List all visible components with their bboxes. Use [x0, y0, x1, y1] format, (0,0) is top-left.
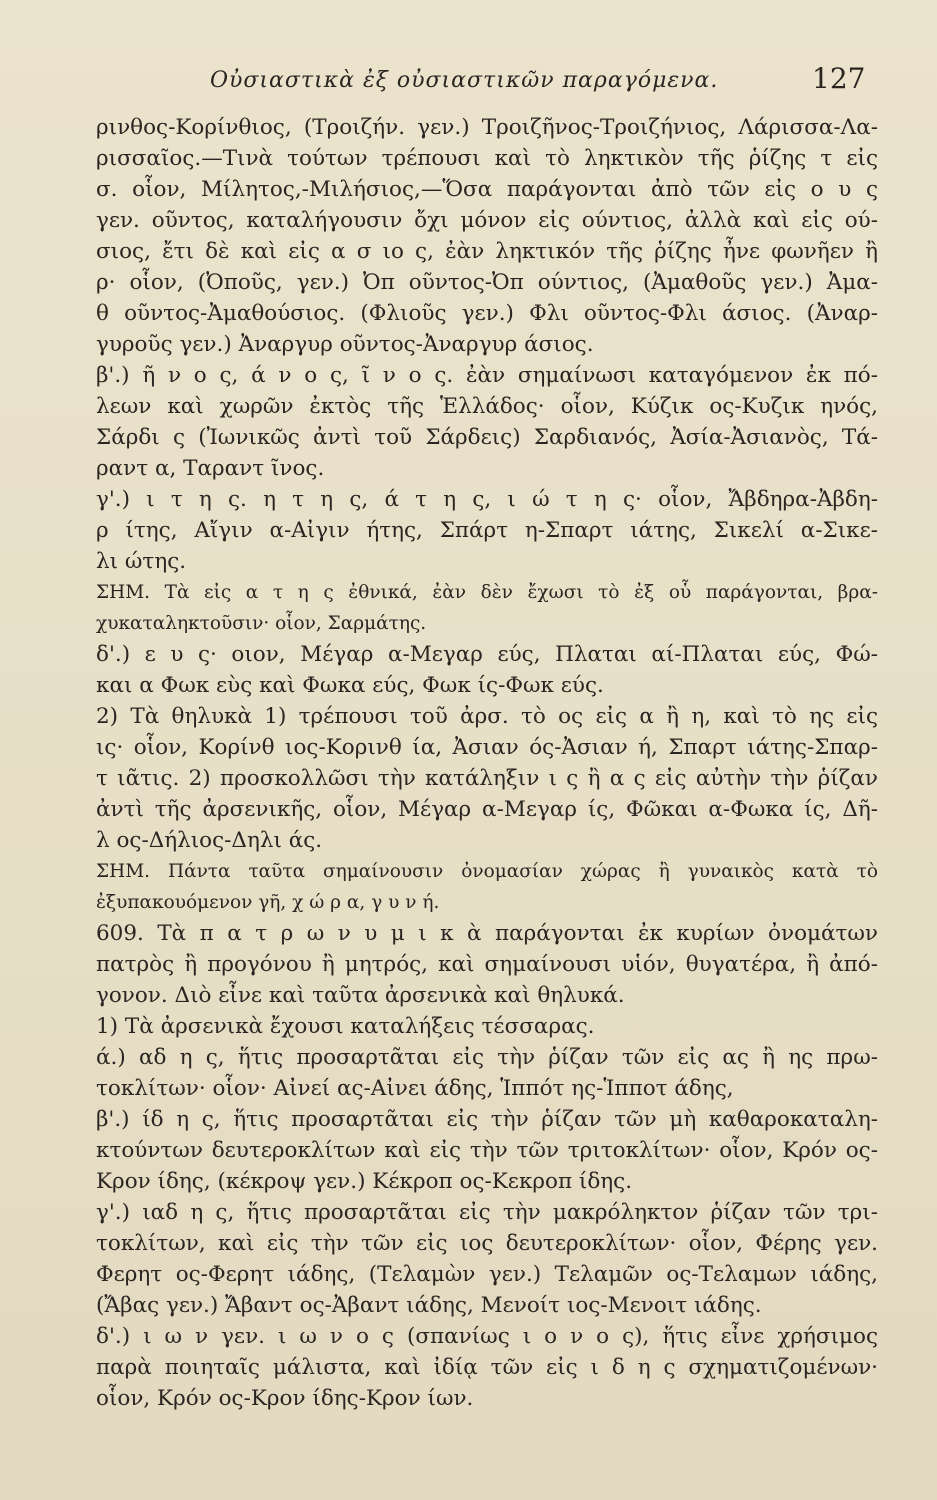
text-line: πατρὸς ἢ προγόνου ἢ μητρός, καὶ σημαίνουσι υἱόν, θυγατέρα, ἢ ἀπό- [96, 952, 878, 977]
text-line: λι ώτης. [96, 549, 187, 574]
text-line: τοκλίτων, καὶ εἰς τὴν τῶν εἰς ιος δευτεροκλίτων· οἷον, Φέρης γεν. [96, 1231, 878, 1256]
text-line: δ'.) ε υ ς· οιον, Μέγαρ α-Μεγαρ εύς, Πλαται αί-Πλαται εύς, Φώ- [96, 642, 878, 667]
text-line: παρὰ ποιηταῖς μάλιστα, καὶ ἰδίᾳ τῶν εἰς ι δ η ς σχηματιζομένων· [96, 1355, 878, 1380]
text-line: δ'.) ι ω ν γεν. ι ω ν ο ς (σπανίως ι ο ν ο ς), ἥτις εἶνε χρήσιμος [96, 1324, 878, 1349]
text-line: ΣΗΜ. Πάντα ταῦτα σημαίνουσιν ὀνομασίαν χώρας ἢ γυναικὸς κατὰ τὸ [96, 861, 878, 882]
text-line: γεν. οῦντος, καταλήγουσιν ὄχι μόνον εἰς ούντιος, ἀλλὰ καὶ εἰς ού- [96, 208, 878, 233]
text-line: Σάρδι ς (Ἰωνικῶς ἀντὶ τοῦ Σάρδεις) Σαρδιανός, Ἀσία-Ἀσιανὸς, Τά- [96, 425, 878, 450]
text-line: 609. Τὰ π α τ ρ ω ν υ μ ι κ ὰ παράγονται ἐκ κυρίων ὀνομάτων [96, 921, 878, 946]
body-text [96, 112, 878, 1414]
text-line: θ οῦντος-Ἀμαθούσιος. (Φλιοῦς γεν.) Φλι οῦντος-Φλι άσιος. (Ἀναρ- [96, 301, 878, 326]
text-line: τ ιᾶτις. 2) προσκολλῶσι τὴν κατάληξιν ι ς ἢ α ς εἰς αὐτὴν τὴν ῥίζαν [96, 766, 878, 791]
text-line: (Ἄβας γεν.) Ἄβαντ ος-Ἀβαντ ιάδης, Μενοίτ ιος-Μενοιτ ιάδης. [96, 1293, 762, 1318]
text-line: τοκλίτων· οἷον· Αἰνεί ας-Αἰνει άδης, Ἱππότ ης-Ἱππoτ άδης, [96, 1076, 734, 1101]
text-line: σιος, ἔτι δὲ καὶ εἰς α σ ιο ς, ἐὰν ληκτικόν τῆς ῥίζης ἦνε φωνῆεν ἢ [96, 239, 878, 264]
text-line: λεων καὶ χωρῶν ἐκτὸς τῆς Ἑλλάδος· οἷον, Κύζικ ος-Κυζικ ηνός, [96, 394, 878, 419]
text-line: ά.) αδ η ς, ἥτις προσαρτᾶται εἰς τὴν ῥίζαν τῶν εἰς ας ἢ ης πρω- [96, 1045, 878, 1070]
running-title: Οὐσιαστικὰ ἐξ οὐσιαστικῶν παραγόμενα. [210, 68, 719, 93]
text-line: ραντ α, Ταραντ ῖνος. [96, 456, 325, 481]
text-line: ρινθος-Κορίνθιος, (Τροιζήν. γεν.) Τροιζῆνος-Τροιζήνιος, Λάρισσα-Λα- [96, 115, 878, 140]
text-line: λ ος-Δήλιος-Δηλι άς. [96, 828, 323, 853]
text-line: γονον. Διὸ εἶνε καὶ ταῦτα ἀρσενικὰ καὶ θηλυκά. [96, 983, 625, 1008]
text-line: γυροῦς γεν.) Ἀναργυρ οῦντος-Ἀναργυρ άσιος. [96, 332, 594, 357]
text-line: και α Φωκ εὺς καὶ Φωκα εύς, Φωκ ίς-Φωκ εύς. [96, 673, 604, 698]
text-line: ΣΗΜ. Τὰ εἰς α τ η ς ἐθνικά, ἐὰν δὲν ἔχωσι τὸ ἐξ οὗ παράγονται, βρα- [96, 582, 878, 603]
text-line: β'.) ῆ ν ο ς, ά ν ο ς, ῖ ν ο ς. ἐὰν σημαίνωσι καταγόμενον ἐκ πό- [96, 363, 878, 388]
text-line: Κρον ίδης, (κέκροψ γεν.) Κέκροπ ος-Κεκροπ ίδης. [96, 1169, 633, 1194]
page-number: 127 [812, 62, 866, 95]
text-line: σ. οἷον, Μίλητος,-Μιλήσιος,—Ὅσα παράγονται ἀπὸ τῶν εἰς ο υ ς [96, 177, 878, 202]
text-line: 1) Τὰ ἀρσενικὰ ἔχουσι καταλήξεις τέσσαρας. [96, 1014, 595, 1039]
text-line: οἷον, Κρόν ος-Κρον ίδης-Κρον ίων. [96, 1386, 474, 1411]
text-line: ἀντὶ τῆς ἀρσενικῆς, οἷον, Μέγαρ α-Μεγαρ ίς, Φῶκαι α-Φωκα ίς, Δῆ- [96, 797, 878, 822]
text-line: ρ ίτης, Αἴγιν α-Αἰγιν ήτης, Σπάρτ η-Σπαρτ ιάτης, Σικελί α-Σικε- [96, 518, 878, 543]
text-line: ις· οἷον, Κορίνθ ιος-Κορινθ ία, Ἀσιαν ός-Ἀσιαν ή, Σπαρτ ιάτης-Σπαρ- [96, 735, 878, 760]
text-line: Φερητ ος-Φερητ ιάδης, (Τελαμὼν γεν.) Τελαμῶν ος-Τελαμων ιάδης, [96, 1262, 878, 1287]
text-line: γ'.) ι τ η ς. η τ η ς, ά τ η ς, ι ώ τ η ς· οἷον, Ἄβδηρα-Ἀβδη- [96, 487, 878, 512]
text-line: κτούντων δευτεροκλίτων καὶ εἰς τὴν τῶν τριτοκλίτων· οἷον, Κρόν ος- [96, 1138, 878, 1163]
text-line: ἐξυπακουόμενον γῆ, χ ώ ρ α, γ υ ν ή. [96, 892, 440, 913]
text-line: χυκαταληκτοῦσιν· οἷον, Σαρμάτης. [96, 613, 427, 634]
text-line: β'.) ίδ η ς, ἥτις προσαρτᾶται εἰς τὴν ῥίζαν τῶν μὴ καθαροκαταλη- [96, 1107, 878, 1132]
text-line: 2) Τὰ θηλυκὰ 1) τρέπουσι τοῦ ἀρσ. τὸ ος εἰς α ἢ η, καὶ τὸ ης εἰς [96, 704, 878, 729]
text-line: ρισσαῖος.—Τινὰ τούτων τρέπουσι καὶ τὸ ληκτικὸν τῆς ῥίζης τ εἰς [96, 146, 878, 171]
page-header [0, 62, 937, 102]
text-line: ρ· οἷον, (Ὀποῦς, γεν.) Ὀπ οῦντος-Ὀπ ούντιος, (Ἀμαθοῦς γεν.) Ἀμα- [96, 270, 878, 295]
text-line: γ'.) ιαδ η ς, ἥτις προσαρτᾶται εἰς τὴν μακρόληκτον ῥίζαν τῶν τρι- [96, 1200, 878, 1225]
